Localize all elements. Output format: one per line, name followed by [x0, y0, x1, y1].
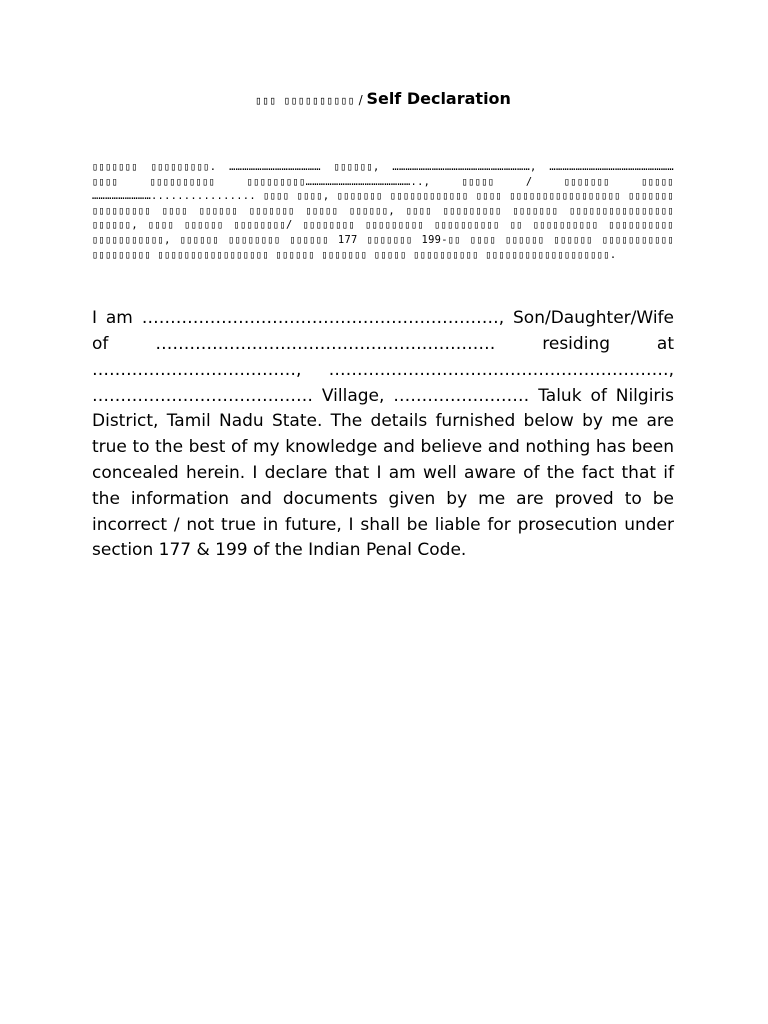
title-separator: / — [354, 93, 367, 107]
title-tamil: ▯▯▯ ▯▯▯▯▯▯▯▯▯▯ — [255, 94, 355, 107]
title-english: Self Declaration — [366, 89, 511, 108]
document-page — [92, 86, 674, 564]
tamil-declaration-paragraph: ▯▯▯▯▯▯▯ ▯▯▯▯▯▯▯▯▯. …………………………………… ▯▯▯▯▯▯, ………………………………………………………, ………………………………………………… ▯▯▯▯ ▯▯▯▯▯▯▯▯▯▯ ▯▯▯▯▯▯▯▯▯………………………………………….., ▯▯▯▯▯ / ▯▯▯▯▯▯▯ ▯▯▯▯▯ ………………………................ ▯▯▯▯ ▯▯▯▯, ▯▯▯▯▯▯▯ ▯▯▯▯▯▯▯▯▯▯▯▯ ▯▯▯▯ ▯▯▯▯▯▯▯▯▯▯▯▯▯▯▯▯▯ ▯▯▯▯▯▯▯ ▯▯▯▯▯▯▯▯▯ ▯▯▯▯ ▯▯▯▯▯▯ ▯▯▯▯▯▯▯ ▯▯▯▯▯ ▯▯▯▯▯▯, ▯▯▯▯ ▯▯▯▯▯▯▯▯▯ ▯▯▯▯▯▯▯ ▯▯▯▯▯▯▯▯▯▯▯▯▯▯▯▯ ▯▯▯▯▯▯, ▯▯▯▯ ▯▯▯▯▯▯ ▯▯▯▯▯▯▯▯/ ▯▯▯▯▯▯▯▯ ▯▯▯▯▯▯▯▯▯ ▯▯▯▯▯▯▯▯▯▯ ▯▯ ▯▯▯▯▯▯▯▯▯▯ ▯▯▯▯▯▯▯▯▯▯ ▯▯▯▯▯▯▯▯▯▯▯, ▯▯▯▯▯▯ ▯▯▯▯▯▯▯▯ ▯▯▯▯▯▯ 177 ▯▯▯▯▯▯▯ 199-▯▯ ▯▯▯▯ ▯▯▯▯▯▯ ▯▯▯▯▯▯ ▯▯▯▯▯▯▯▯▯▯▯ ▯▯▯▯▯▯▯▯▯ ▯▯▯▯▯▯▯▯▯▯▯▯▯▯▯▯▯ ▯▯▯▯▯▯ ▯▯▯▯▯▯▯ ▯▯▯▯▯ ▯▯▯▯▯▯▯▯▯▯ ▯▯▯▯▯▯▯▯▯▯▯▯▯▯▯▯▯▯▯. — [92, 161, 674, 261]
document-title — [92, 86, 674, 114]
english-declaration-paragraph: I am ………………………………………………………, Son/Daughter/Wife of …………………………………………………… residing at ………………………………, ……………………………………………………, ………………………………… Village, …………………… Taluk of Nilgiris District, Tamil Nadu State. The details furnished below by me are true to the best of my knowledge and believe and nothing has been concealed herein. I declare that I am well aware of the fact that if the information and documents given by me are proved to be incorrect / not true in future, I shall be liable for prosecution under section 177 & 199 of the Indian Penal Code. — [92, 308, 674, 561]
